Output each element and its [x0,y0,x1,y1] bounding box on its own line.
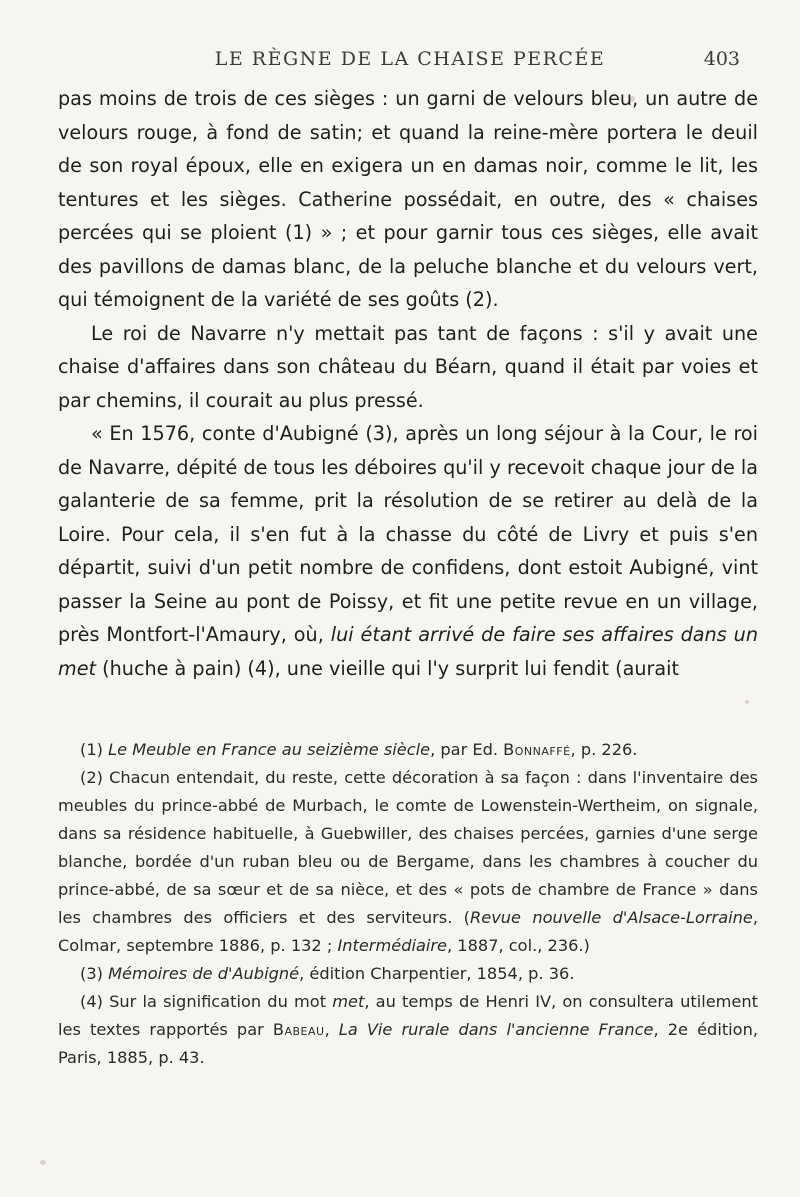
footnote-2-text-a: (2) Chacun entendait, du reste, cette décoration à sa façon : dans l'inventaire des meubles du prince-abbé de Murbach, le comte de Lowenstein-Wertheim, on signale, dans sa résidence habituelle, à Guebwiller, des chaises percées, garnies d'une serge blanche, bordée d'un ruban bleu ou de Bergame, dans les chambres à coucher du prince-abbé, de sa sœur et de sa nièce, et des « pots de chambre de France » dans les chambres des officiers et des serviteurs. ( [58,768,758,927]
footnotes [58,736,758,1072]
paragraph-2: Le roi de Navarre n'y mettait pas tant de façons : s'il y avait une chaise d'affaires dans son château du Béarn, quand il était par voies et par chemins, il courait au plus pressé. [58,321,758,412]
footnote-2-title: Revue nouvelle d'Alsace-Lorraine [470,908,753,927]
footnote-3 [58,960,758,988]
paper-speck [40,1160,46,1165]
running-title: LE RÈGNE DE LA CHAISE PERCÉE [214,48,606,70]
footnote-4-author: Babeau [272,1020,325,1039]
footnote-2-text-b: , Colmar, septembre 1886, p. 132 ; [58,908,759,955]
footnote-1-author: Bonnaffé [503,740,571,759]
paragraph-3-text-b: (huche à pain) (4), une vieille qui l'y surprit lui fendit (aurait [96,656,679,680]
footnote-1-mid: , par Ed. [430,740,504,759]
footnote-4-title: La Vie rurale dans l'ancienne France [338,1020,654,1039]
paragraph-3 [58,417,758,685]
footnote-4-text-a: (4) Sur la signification du mot [80,992,333,1011]
footnote-4-text-b: , au temps de Henri IV, on consultera utilement les textes rapportés par [58,992,758,1039]
footnote-2 [58,764,758,960]
footnote-4 [58,988,758,1072]
page-number: 403 [703,48,740,70]
paragraph-1: pas moins de trois de ces sièges : un garni de velours bleu, un autre de velours rouge, à fond de satin; et quand la reine-mère portera le deuil de son royal époux, elle en exigera un en damas noir, comme le lit, les tentures et les sièges. Catherine possédait, en outre, des « chaises percées qui se ploient (1) » ; et pour garnir tous ces sièges, elle avait des pavillons de damas blanc, de la peluche blanche et du velours vert, qui témoignent de la variété de ses goûts (2). [58,87,758,311]
footnote-1-end: , p. 226. [570,740,638,759]
footnote-4-text-c: , [324,1020,339,1039]
paper-speck [745,700,749,704]
footnote-2-text-c: , 1887, col., 236.) [447,936,590,955]
footnote-3-number: (3) [80,964,109,983]
main-text [58,82,758,685]
footnote-1-title: Le Meuble en France au seizième siècle [108,740,431,759]
footnote-4-word: met [332,992,365,1011]
footnote-3-title: Mémoires de d'Aubigné [108,964,300,983]
paragraph-3-text-a: « En 1576, conte d'Aubigné (3), après un long séjour à la Cour, le roi de Navarre, dépité de tous les déboires qu'il y recevoit chaque jour de la galanterie de sa femme, prit la résolution de se retirer au delà de la Loire. Pour cela, il s'en fut à la chasse du côté de Livry et puis s'en départit, suivi d'un petit nombre de confidens, dont estoit Aubigné, vint passer la Seine au pont de Poissy, et fit une petite revue en un village, près Montfort-l'Amaury, où, [58,422,758,646]
footnote-2-title-2: Intermédiaire [337,936,447,955]
paragraph-3-italic: lui étant arrivé de faire ses affaires dans un met [58,623,758,680]
footnote-3-end: , édition Charpentier, 1854, p. 36. [299,964,575,983]
page-header [80,48,740,78]
footnote-4-text-d: , 2e édition, Paris, 1885, p. 43. [58,1020,758,1067]
footnote-1 [58,736,758,764]
footnote-1-number: (1) [80,740,109,759]
